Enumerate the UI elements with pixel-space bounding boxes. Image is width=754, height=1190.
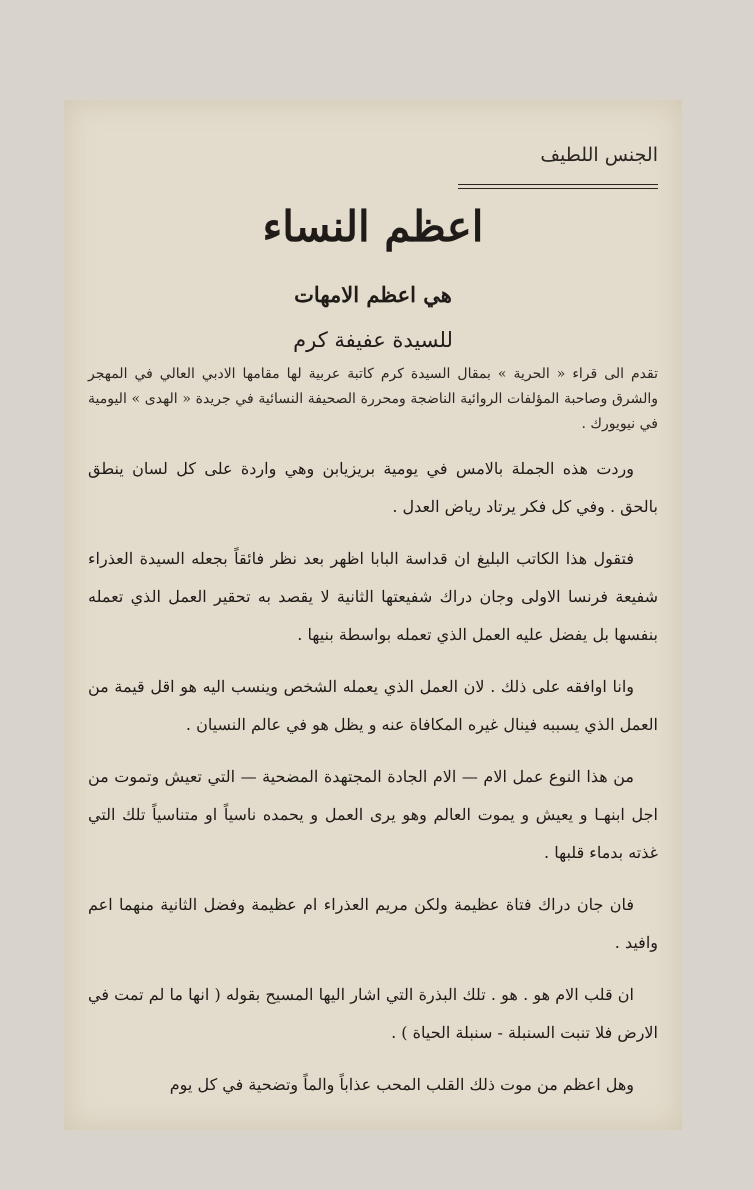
- section-rule-top: [458, 184, 658, 185]
- section-rule-bottom: [458, 188, 658, 189]
- paragraph: وردت هذه الجملة بالامس في يومية بريزيابن وهي واردة على كل لسان ينطق بالحق . وفي كل فكر يرتاد رياض العدل .: [88, 459, 658, 516]
- article-subtitle: هي اعظم الامهات: [294, 282, 452, 307]
- paragraph: فان جان دراك فتاة عظيمة ولكن مريم العذراء ام عظيمة وفضل الثانية منهما اعم وافيد .: [88, 895, 658, 952]
- article-title: اعظم النساء: [262, 202, 484, 251]
- paragraph: ان قلب الام هو . هو . تلك البذرة التي اشار اليها المسيح بقوله ( انها ما لم تمت في الارض فلا تنبت السنبلة - سنبلة الحياة ) .: [88, 985, 658, 1042]
- paragraph: فتقول هذا الكاتب البليغ ان قداسة البابا اظهر بعد نظر فائقاً بجعله السيدة العذراء شفيعة فرنسا الاولى وجان دراك شفيعتها الثانية لا يقصد به تحقير العمل الذي تعمله بنفسها بل يفضل عليه العمل الذي تعمله بواسطة بنيها .: [88, 549, 658, 644]
- section-title: الجنس اللطيف: [540, 144, 658, 166]
- magazine-page: [64, 100, 682, 1130]
- paragraph: وانا اوافقه على ذلك . لان العمل الذي يعمله الشخص وينسب اليه هو اقل قيمة من العمل الذي يسببه فينال غيره المكافاة عنه و يظل هو في عالم النسيان .: [88, 677, 658, 734]
- paragraph: من هذا النوع عمل الام — الام الجادة المجتهدة المضحية — التي تعيش وتموت من اجل ابنهـا و يعيش و يموت العالم وهو يرى العمل و يحمده ناسياً او متناسياً تلك التي غذته بدماء قلبها .: [88, 767, 658, 862]
- paragraph: وهل اعظم من موت ذلك القلب المحب عذاباً والماً وتضحية في كل يوم: [169, 1075, 634, 1094]
- article-body: [88, 450, 658, 1118]
- article-intro: تقدم الى قراء « الحرية » بمقال السيدة كرم كاتبة عربية لها مقامها الادبي العالي في المهجر والشرق وصاحبة المؤلفات الروائية الناضجة ومحررة الصحيفة النسائية في جريدة « الهدى » اليومية في نيويورك .: [88, 366, 658, 432]
- article-author: للسيدة عفيفة كرم: [293, 328, 453, 352]
